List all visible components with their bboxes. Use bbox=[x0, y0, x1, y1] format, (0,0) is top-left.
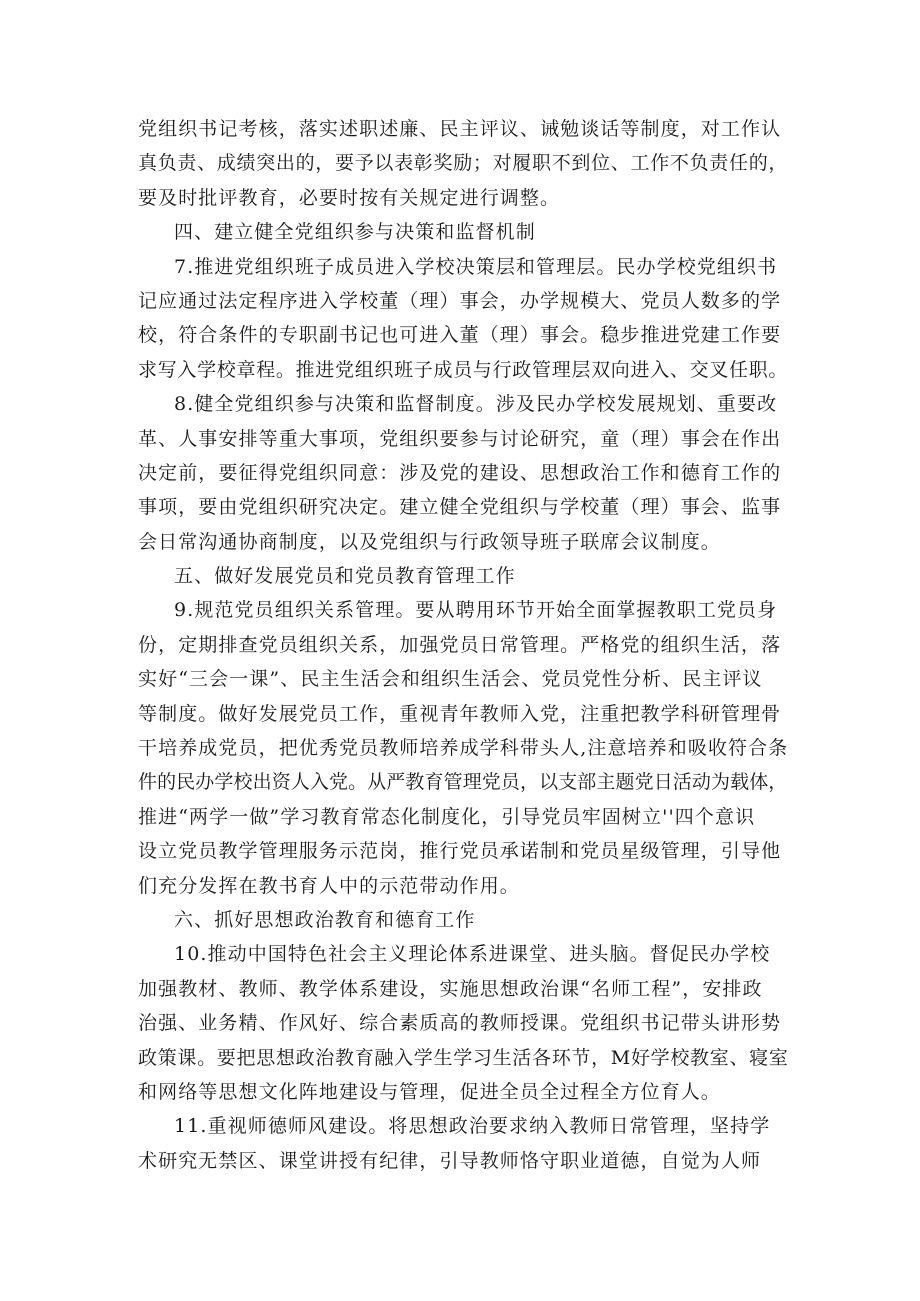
text-line: 革、人事安排等重大事项，党组织要参与讨论研究，童（理）事会在作出 bbox=[138, 427, 782, 450]
text-line: 会日常沟通协商制度，以及党组织与行政领导班子联席会议制度。 bbox=[138, 530, 721, 553]
text-line: 记应通过法定程序进入学校董（理）事会，办学规模大、党员人数多的学 bbox=[138, 289, 782, 312]
text-line: 事项，要由党组织研究决定。建立健全党组织与学校董（理）事会、监事 bbox=[138, 496, 782, 519]
text-line: 实好“三会一课”、民主生活会和组织生活会、党员党性分析、民主评议 bbox=[138, 668, 763, 691]
text-line: 件的民办学校出资人入党。从严教育管理党员，以支部主题党日活动为载体， bbox=[138, 771, 788, 794]
text-line: 7.推进党组织班子成员进入学校决策层和管理层。民办学校党组织书 bbox=[174, 255, 778, 278]
document-body bbox=[138, 112, 790, 1178]
text-line: 们充分发挥在教书育人中的示范带动作用。 bbox=[138, 874, 520, 897]
text-line: 和网络等思想文化阵地建设与管理，促进全员全过程全方位育人。 bbox=[138, 1080, 721, 1103]
text-line: 10.推动中国特色社会主义理论体系进课堂、进头脑。督促民办学校 bbox=[174, 943, 771, 966]
text-line: 干培养成党员，把优秀党员教师培养成学科带头人,注意培养和吸收符合条 bbox=[138, 737, 789, 760]
text-line: 校，符合条件的专职副书记也可进入董（理）事会。稳步推进党建工作要 bbox=[138, 324, 782, 347]
text-line: 11.重视师德师风建设。将思想政治要求纳入教师日常管理，坚持学 bbox=[174, 1115, 771, 1138]
text-line: 等制度。做好发展党员工作，重视青年教师入党，注重把教学科研管理骨 bbox=[138, 702, 782, 725]
text-line: 加强教材、教师、教学体系建设，实施思想政治课“名师工程”，安排政 bbox=[138, 977, 763, 1000]
text-line: 六、抓好思想政治教育和德育工作 bbox=[174, 908, 476, 931]
text-line: 决定前，要征得党组织同意：涉及党的建设、思想政治工作和德育工作的 bbox=[138, 461, 782, 484]
text-line: 份，定期排查党员组织关系，加强党员日常管理。严格党的组织生活，落 bbox=[138, 633, 782, 656]
text-line: 求写入学校章程。推进党组织班子成员与行政管理层双向进入、交叉任职。 bbox=[138, 358, 789, 381]
text-line: 政策课。要把思想政治教育融入学生学习生活各环节，M好学校教室、寝室 bbox=[138, 1046, 789, 1069]
text-line: 8.健全党组织参与决策和监督制度。涉及民办学校发展规划、重要改 bbox=[174, 393, 778, 416]
text-line: 党组织书记考核，落实述职述廉、民主评议、诫勉谈话等制度，对工作认 bbox=[138, 118, 782, 140]
text-line: 要及时批评教育，必要时按有关规定进行调整。 bbox=[138, 186, 561, 209]
text-line: 术研究无禁区、课堂讲授有纪律，引导教师恪守职业道德，自觉为人师 bbox=[138, 1149, 762, 1172]
text-line: 真负责、成绩突出的，要予以表彰奖励；对履职不到位、工作不负责任的， bbox=[138, 152, 789, 175]
text-line: 设立党员教学管理服务示范岗，推行党员承诺制和党员星级管理，引导他 bbox=[138, 840, 782, 863]
text-line: 9.规范党员组织关系管理。要从聘用环节开始全面掌握教职工党员身 bbox=[174, 599, 778, 622]
text-line: 治强、业务精、作风好、综合素质高的教师授课。党组织书记带头讲形势 bbox=[138, 1012, 782, 1035]
text-line: 五、做好发展党员和党员教育管理工作 bbox=[174, 565, 516, 588]
text-line: 四、建立健全党组织参与决策和监督机制 bbox=[174, 221, 536, 244]
text-line: 推进“两学一做”学习教育常态化制度化，引导党员牢固树立''四个意识 bbox=[138, 805, 756, 828]
